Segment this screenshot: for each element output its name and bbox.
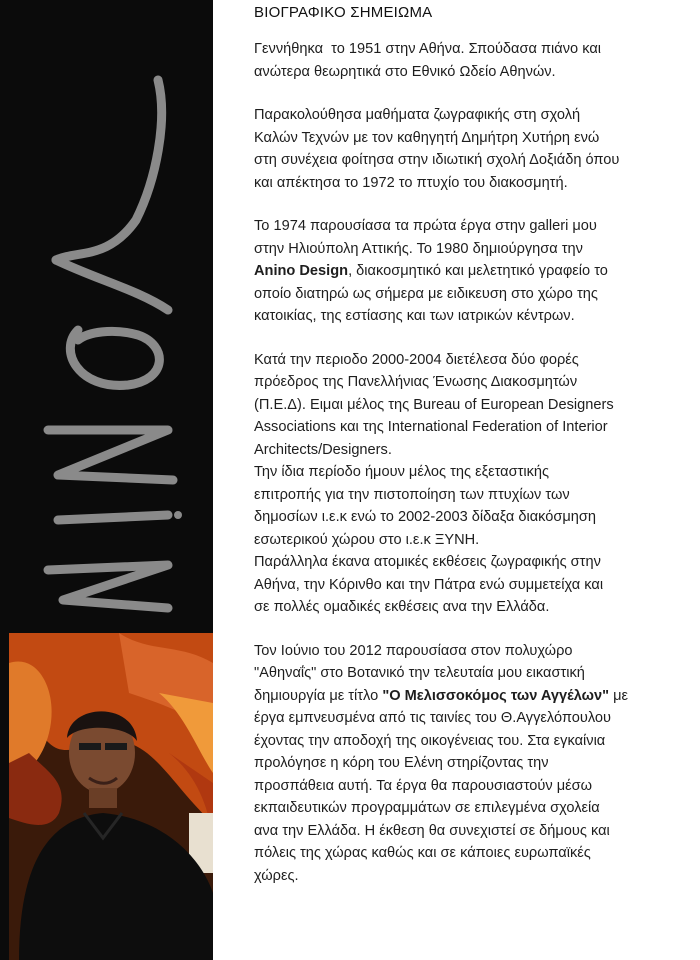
- paragraph-anino-design: [254, 215, 694, 328]
- exhibition-title: "Ο Μελισσοκόμος των Αγγέλων": [382, 687, 610, 704]
- company-name: Anino Design: [254, 263, 349, 279]
- portrait-photo: [9, 633, 213, 960]
- text-line: χώρες.: [254, 867, 299, 884]
- text-line: εκπαιδευτικών προγραμμάτων σε επιλεγμένα σχολεία: [254, 800, 600, 816]
- text-line: "Αθηναΐς" στο Βοτανικό την τελευταία μου εικαστική: [254, 665, 585, 681]
- paragraph-presidency: [254, 349, 694, 462]
- text-line: στη συνέχεια φοίτησα στην ιδιωτική σχολή Δοξιάδη όπου: [254, 152, 620, 168]
- text-line: ανώτερα θεωρητικά στο Εθνικό Ωδείο Αθηνών.: [254, 63, 556, 80]
- text-line: πρόεδρος της Πανελλήνιας Ένωσης Διακοσμητών: [254, 374, 578, 390]
- text-line: έχοντας την αποδοχή της οικογένειας του. Στα εγκαίνια: [254, 732, 606, 749]
- text-line: Architects/Designers.: [254, 441, 392, 458]
- signature-logo: [18, 60, 198, 620]
- paragraph-birth-studies: [254, 38, 694, 83]
- text-line: στην Ηλιούπολη Αττικής. Το 1980 δημιούργησα την: [254, 240, 583, 257]
- text-line: δημοσίων ι.ε.κ ενώ το 2002-2003 δίδαξα διακόσμηση: [254, 509, 597, 525]
- text-line: Καλών Τεχνών με τον καθηγητή Δημήτρη Χυτήρη ενώ: [254, 129, 600, 146]
- text-line: Γεννήθηκα το 1951 στην Αθήνα. Σπούδασα πιάνο και: [254, 41, 601, 57]
- text-segment: , διακοσμητικό και μελετητικό γραφείο το: [348, 263, 608, 279]
- text-line: [254, 685, 694, 708]
- text-line: Παρακολούθησα μαθήματα ζωγραφικής στη σχολή: [254, 107, 581, 123]
- text-line: ανα την Ελλάδα. Η έκθεση θα συνεχιστεί σε δήμους και: [254, 822, 610, 839]
- text-line: κατοικίας, της εστίασης και των ιατρικών κέντρων.: [254, 308, 575, 324]
- text-line: Associations και της International Federation of Interior: [254, 419, 608, 435]
- text-line: εσωτερικού χώρου στο ι.ε.κ ΞΥΝΗ.: [254, 531, 480, 548]
- text-line: Παράλληλα έκανα ατομικές εκθέσεις ζωγραφικής στην: [254, 554, 601, 570]
- text-line: [254, 260, 694, 283]
- text-line: και απέκτησα το 1972 το πτυχίο του διακοσμητή.: [254, 174, 568, 191]
- text-line: Την ίδια περίοδο ήμουν μέλος της εξεταστικής: [254, 464, 550, 480]
- paragraph-examination-committee: [254, 461, 694, 551]
- text-segment: με: [609, 687, 628, 704]
- text-segment: δημιουργία με τίτλο: [254, 687, 383, 704]
- text-line: σε πολλές ομαδικές εκθέσεις ανα την Ελλάδα.: [254, 599, 550, 615]
- text-line: προλόγησε η κόρη του Ελένη στηρίζοντας την: [254, 755, 549, 771]
- text-line: Αθήνα, την Κόρινθο και την Πάτρα ενώ συμμετείχα και: [254, 576, 604, 593]
- text-line: πόλεις της χώρας καθώς και σε κάποιες ευρωπαϊκές: [254, 845, 591, 861]
- text-line: προσπάθεια αυτή. Τα έργα θα παρουσιαστούν μέσω: [254, 777, 593, 794]
- text-line: Κατά την περιοδο 2000-2004 διετέλεσα δύο φορές: [254, 351, 579, 368]
- biography-text: [254, 4, 694, 887]
- text-line: έργα εμπνευσμένα από τις ταινίες του Θ.Αγγελόπουλου: [254, 710, 612, 726]
- paragraph-painting-education: [254, 104, 694, 194]
- text-line: Το 1974 παρουσίασα τα πρώτα έργα στην galleri μου: [254, 218, 597, 234]
- left-banner: [0, 0, 213, 960]
- document-title: ΒΙΟΓΡΑΦΙΚΟ ΣΗΜΕΙΩΜΑ: [254, 4, 433, 21]
- paragraph-2012-exhibition: [254, 640, 694, 888]
- text-line: επιτροπής για την πιστοποίηση των πτυχίων των: [254, 486, 570, 503]
- text-line: Τον Ιούνιο του 2012 παρουσίασα στον πολυχώρο: [254, 642, 573, 659]
- text-line: οποίο διατηρώ ως σήμερα με ειδικευση στο χώρο της: [254, 285, 598, 302]
- text-line: (Π.Ε.Δ). Ειμαι μέλος της Bureau of European Designers: [254, 396, 614, 413]
- paragraph-exhibitions: [254, 551, 694, 619]
